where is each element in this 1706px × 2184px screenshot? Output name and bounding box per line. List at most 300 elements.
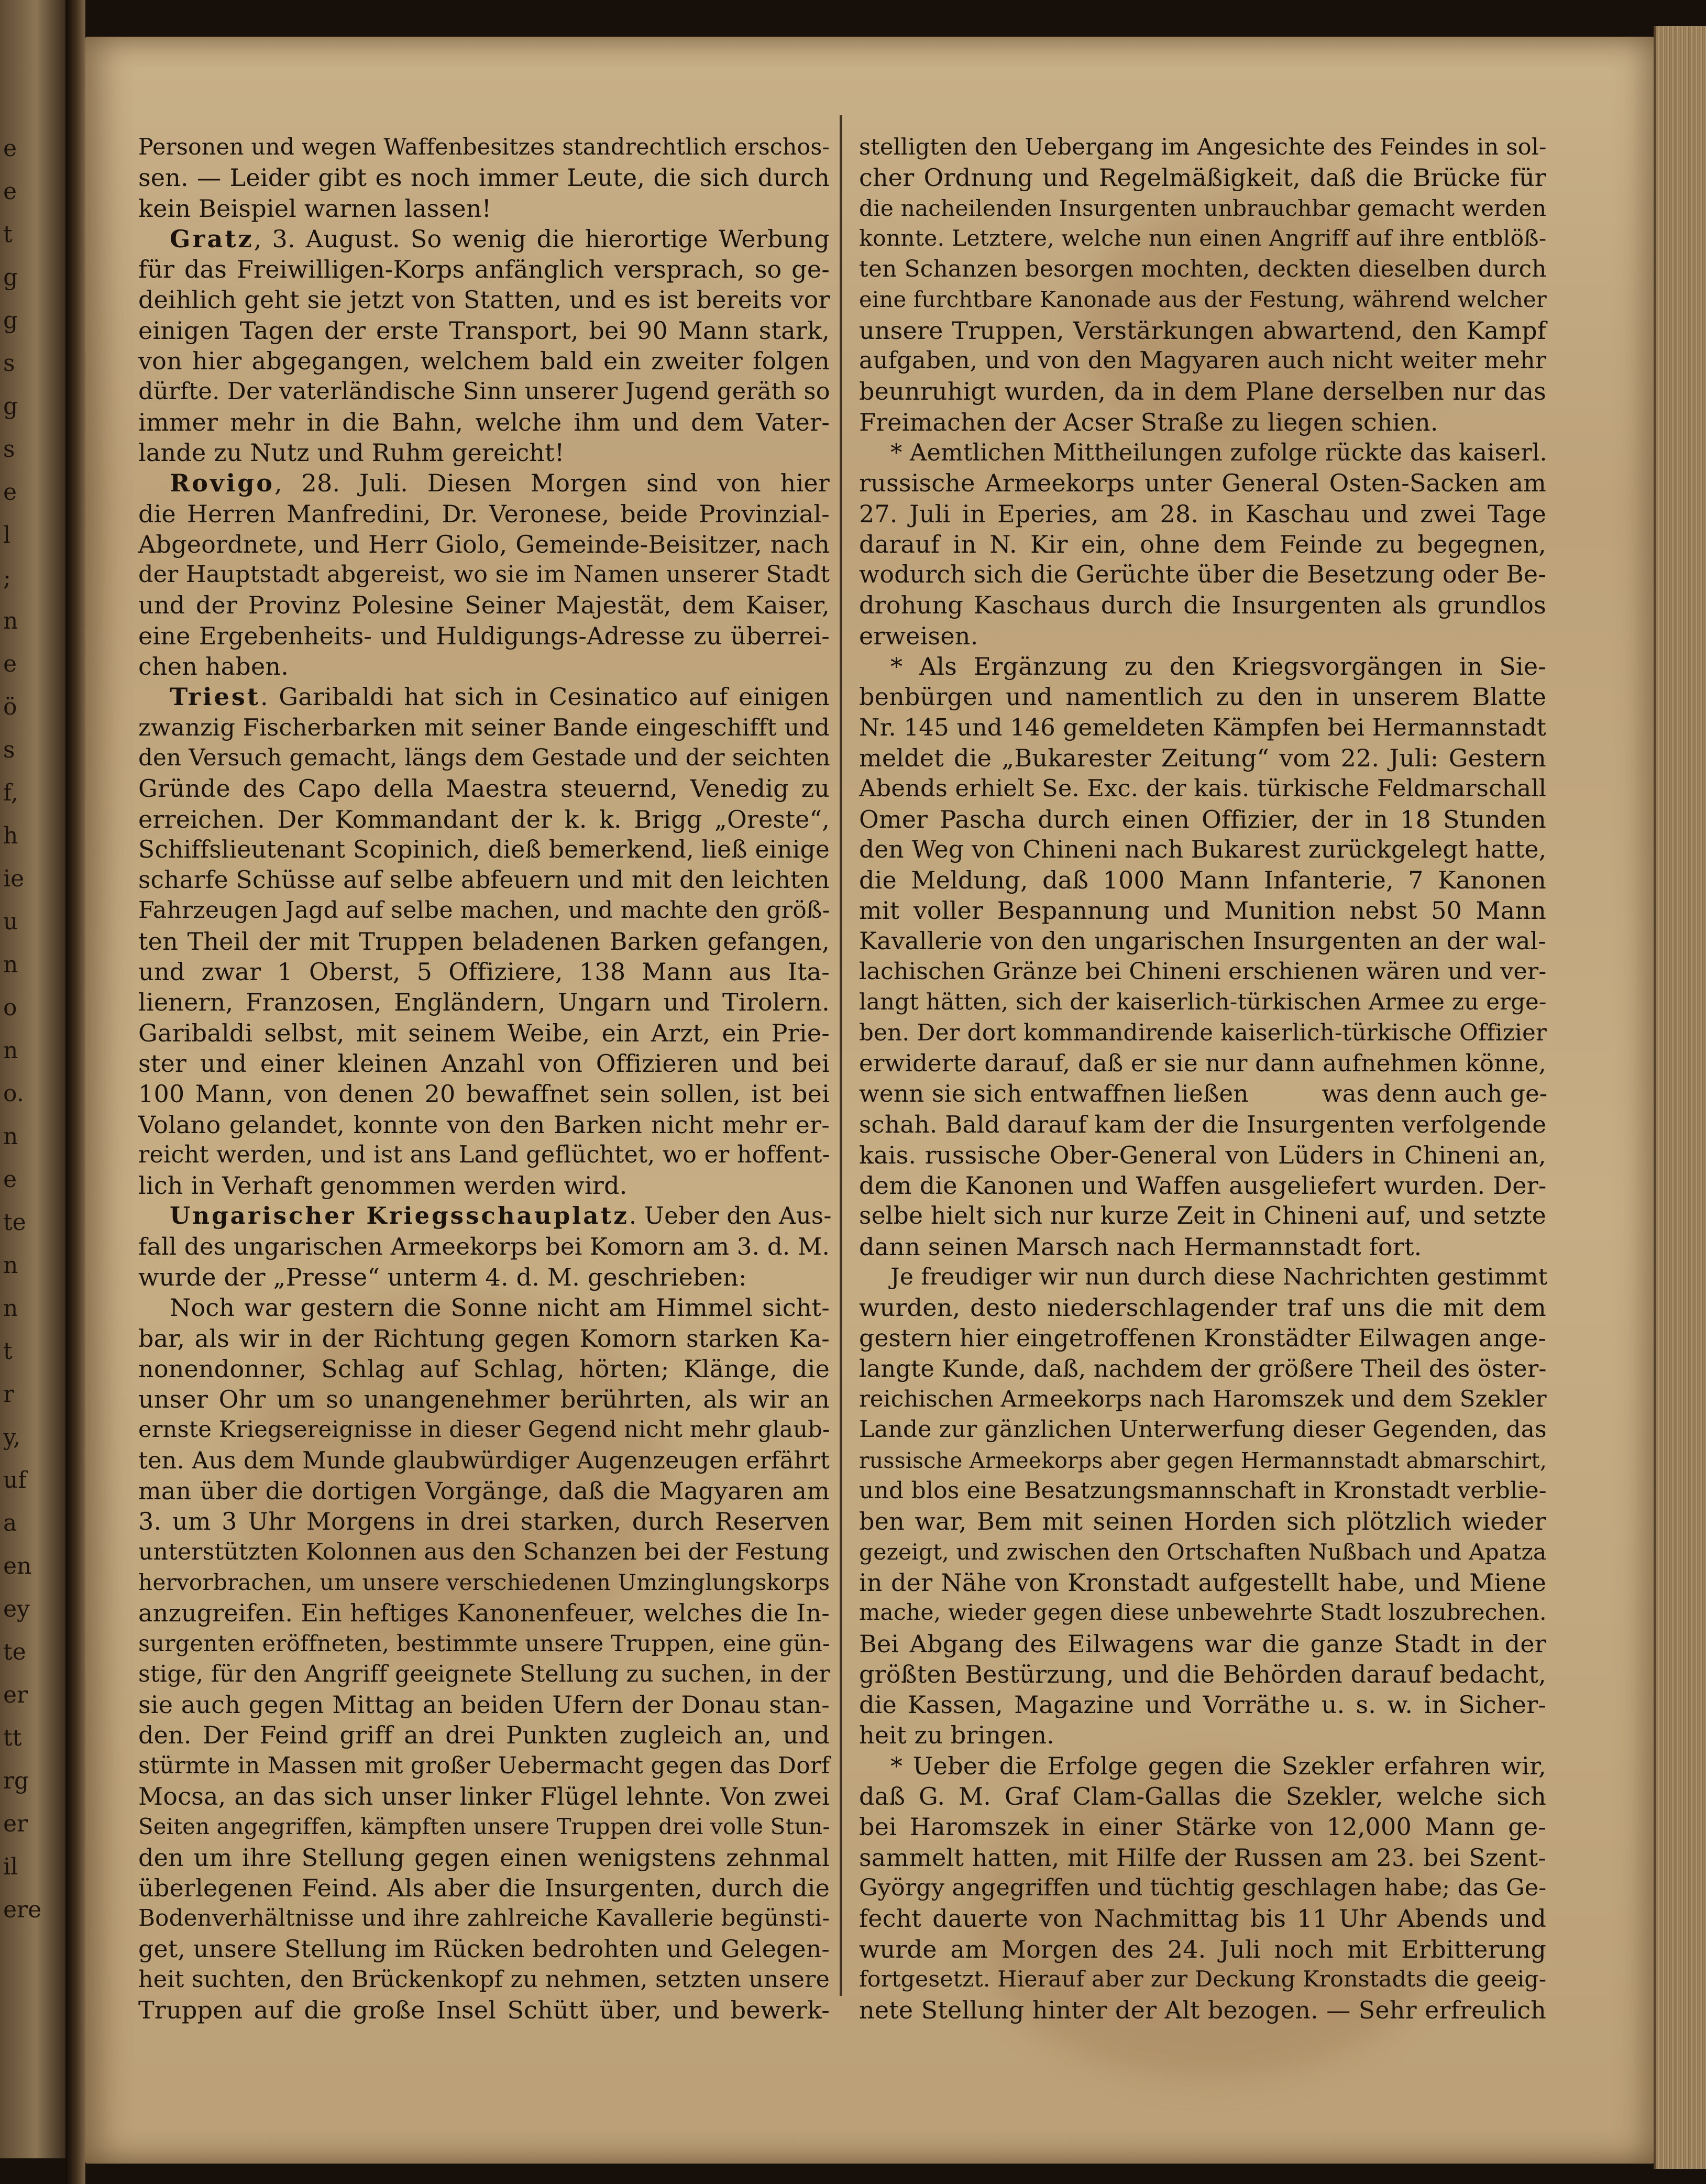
prev-page-fragment: o [3, 994, 17, 1021]
line-text: ten Theil der mit Truppen beladenen Barken gefangen, [138, 927, 830, 956]
line-text: * Ueber die Erfolge gegen die Szekler erfahren wir, [890, 1751, 1546, 1780]
text-line [138, 1110, 830, 1140]
text-line [859, 895, 1546, 926]
line-text: reicht werden, und ist ans Land geflüchtet, wo er hoffent- [138, 1141, 830, 1168]
text-line [138, 1323, 830, 1354]
text-line [859, 1018, 1546, 1048]
text-line [859, 712, 1546, 743]
line-text: für das Freiwilligen-Korps anfänglich versprach, so ge- [138, 255, 830, 284]
line-text: wodurch sich die Gerüchte über die Besetzung oder Be- [859, 561, 1546, 589]
line-text: surgenten eröffneten, bestimmte unsere Truppen, eine gün- [138, 1630, 830, 1657]
prev-page-fragment: rg [3, 1768, 29, 1794]
line-text: eine furchtbare Kanonade aus der Festung, während welcher [859, 287, 1547, 313]
line-text: gestern hier eingetroffenen Kronstädter Eilwagen ange- [859, 1324, 1546, 1352]
text-line [859, 529, 1546, 559]
line-text: Nr. 145 und 146 gemeldeten Kämpfen bei Hermannstadt [859, 713, 1547, 741]
text-line [859, 651, 1546, 682]
text-line [138, 529, 830, 559]
line-text: Volano gelandet, konnte von den Barken nicht mehr er- [138, 1110, 830, 1139]
line-text: stelligten den Uebergang im Angesichte des Feindes in sol- [859, 134, 1547, 160]
text-line [859, 865, 1546, 895]
line-text: Je freudiger wir nun durch diese Nachrichten gestimmt [890, 1263, 1548, 1290]
text-line [859, 1384, 1546, 1414]
text-line [859, 468, 1546, 498]
text-line [138, 315, 830, 346]
text-line [138, 865, 830, 895]
text-line [859, 1414, 1546, 1445]
line-text: die Meldung, daß 1000 Mann Infanterie, 7 Kanonen [859, 866, 1546, 895]
line-text: Freimachen der Acser Straße zu liegen schien. [859, 408, 1438, 436]
prev-page-fragment: y, [3, 1424, 20, 1451]
text-line [138, 284, 830, 315]
text-line [138, 1232, 830, 1262]
left-column [138, 132, 832, 2025]
text-line [138, 1537, 830, 1567]
line-text: , 3. August. So wenig die hierortige Werbung [254, 224, 830, 253]
prev-page-fragment: e [3, 178, 17, 205]
text-line [138, 1903, 830, 1934]
prev-page-fragment: t [3, 221, 13, 248]
line-text: Lande zur gänzlichen Unterwerfung dieser Gegenden, das [859, 1416, 1547, 1443]
text-line [859, 957, 1546, 987]
line-text: sie auch gegen Mittag an beiden Ufern der Donau stan- [138, 1691, 830, 1719]
page-fore-edge [1654, 26, 1706, 2169]
prev-page-fragment: n [3, 1123, 18, 1150]
text-line [859, 1048, 1546, 1079]
line-text: wurde der „Presse“ unterm 4. d. M. geschrieben: [138, 1263, 747, 1291]
prev-page-fragment: te [3, 1639, 26, 1665]
text-line [138, 407, 830, 437]
text-line [859, 1598, 1546, 1628]
prev-page-fragment: n [3, 1037, 18, 1064]
prev-page-fragment: tt [3, 1725, 22, 1751]
text-line [138, 682, 830, 712]
text-line [138, 346, 830, 376]
line-text: konnte. Letztere, welche nun einen Angriff auf ihre entblöß- [859, 225, 1547, 251]
text-line [138, 1781, 830, 1812]
prev-page-fragment: h [3, 822, 18, 849]
line-text: fortgesetzt. Hierauf aber zur Deckung Kronstadts die geeig- [859, 1966, 1547, 1992]
line-text: wurde am Morgen des 24. Juli noch mit Erbitterung [859, 1935, 1546, 1963]
text-line [859, 1629, 1546, 1659]
text-line [859, 621, 1546, 651]
line-text: mit voller Bespannung und Munition nebst 50 Mann [859, 896, 1546, 925]
line-text: Abends erhielt Se. Exc. der kais. türkische Feldmarschall [859, 774, 1547, 803]
prev-page-fragment: s [3, 436, 15, 463]
prev-page-fragment: ey [3, 1596, 30, 1622]
text-line [859, 376, 1546, 407]
line-text: russische Armeekorps aber gegen Hermannstadt abmarschirt, [859, 1447, 1547, 1473]
line-text: ster und einer kleinen Anzahl von Offizieren und bei [138, 1049, 830, 1078]
line-text: 100 Mann, von denen 20 bewaffnet sein sollen, ist bei [138, 1080, 830, 1109]
line-text: , 28. Juli. Diesen Morgen sind von hier [274, 469, 830, 498]
prev-page-fragment: n [3, 951, 18, 978]
line-text: überlegenen Feind. Als aber die Insurgenten, durch die [138, 1873, 830, 1902]
line-text: Abgeordnete, und Herr Giolo, Gemeinde-Beisitzer, nach [138, 530, 830, 558]
line-text: 3. um 3 Uhr Morgens in drei starken, durch Reserven [138, 1507, 830, 1536]
line-text: dem die Kanonen und Waffen ausgeliefert wurden. Der- [859, 1171, 1547, 1200]
line-text: György angegriffen und tüchtig geschlagen habe; das Ge- [859, 1874, 1547, 1901]
text-line [859, 1323, 1546, 1354]
text-line [859, 1903, 1546, 1934]
line-text: den Weg von Chineni nach Bukarest zurückgelegt hatte, [859, 835, 1547, 863]
text-line [138, 1476, 830, 1506]
line-text: erwiderte darauf, daß er sie nur dann aufnehmen könne, [859, 1049, 1546, 1077]
prev-page-fragment: e [3, 135, 17, 162]
line-text: ten Schanzen besorgen mochten, deckten dieselben durch [859, 256, 1547, 283]
line-text: gezeigt, und zwischen den Ortschaften Nußbach und Apatza [859, 1539, 1547, 1565]
text-line [859, 804, 1546, 835]
text-line [859, 1537, 1546, 1567]
text-line [138, 1598, 830, 1628]
prev-page-fragment: e [3, 1166, 17, 1193]
text-line [138, 193, 830, 224]
section-heading: Rovigo [170, 469, 274, 498]
prev-page-fragment: n [3, 1295, 18, 1322]
prev-page-fragment: uf [3, 1467, 27, 1494]
text-line [859, 346, 1546, 376]
line-text: ten. Aus dem Munde glaubwürdiger Augenzeugen erfährt [138, 1446, 830, 1474]
text-line [859, 315, 1546, 346]
text-line [859, 1812, 1546, 1842]
text-line [859, 224, 1546, 254]
text-line [859, 1689, 1546, 1720]
line-text: nonendonner, Schlag auf Schlag, hörten; Klänge, die [138, 1354, 830, 1383]
text-line [859, 1201, 1546, 1231]
line-text: größten Bestürzung, und die Behörden darauf bedacht, [859, 1660, 1546, 1688]
line-text: bei Haromszek in einer Stärke von 12,000 Mann ge- [859, 1813, 1546, 1841]
text-line [859, 1506, 1546, 1537]
line-text: lande zu Nutz und Ruhm gereicht! [138, 438, 565, 467]
line-text: meldet die „Bukarester Zeitung“ vom 22. Juli: Gestern [859, 743, 1546, 772]
line-text: unterstützten Kolonnen aus den Schanzen bei der Festung [138, 1538, 830, 1565]
line-text: Omer Pascha durch einen Offizier, der in 18 Stunden [859, 805, 1546, 833]
line-text: von hier abgegangen, welchem bald ein zweiter folgen [138, 347, 830, 376]
prev-page-fragment: l [3, 522, 11, 548]
line-text: reichischen Armeekorps nach Haromszek und dem Szekler [859, 1386, 1547, 1413]
text-line [138, 621, 830, 651]
text-line [138, 559, 830, 590]
line-text: . Garibaldi hat sich in Cesinatico auf einigen [260, 683, 830, 711]
text-line [138, 1201, 830, 1231]
line-text: stürmte in Massen mit großer Uebermacht gegen das Dorf [138, 1752, 830, 1779]
line-text: sen. — Leider gibt es noch immer Leute, die sich durch [138, 163, 830, 192]
text-line [138, 468, 830, 498]
text-line [859, 1751, 1546, 1781]
text-line [859, 1262, 1546, 1292]
line-text: Gründe des Capo della Maestra steuernd, Venedig zu [138, 774, 830, 803]
text-line [138, 1567, 830, 1598]
line-text: schah. Bald darauf kam der die Insurgenten verfolgende [859, 1110, 1547, 1138]
text-line [859, 590, 1546, 620]
text-line [138, 1812, 830, 1842]
text-line [859, 1873, 1546, 1903]
line-text: lich in Verhaft genommen werden wird. [138, 1171, 628, 1200]
line-text: die nacheilenden Insurgenten unbrauchbar gemacht werden [859, 195, 1547, 221]
line-text: dürfte. Der vaterländische Sinn unserer Jugend geräth so [138, 377, 830, 405]
text-line [138, 1445, 830, 1476]
text-line [859, 1842, 1546, 1873]
text-line [138, 1262, 830, 1292]
text-line [138, 1414, 830, 1445]
line-text: bar, als wir in der Richtung gegen Komorn starken Ka- [138, 1324, 830, 1353]
text-line [138, 1384, 830, 1414]
text-line [859, 773, 1546, 804]
line-text: und der Provinz Polesine Seiner Majestät, dem Kaiser, [138, 591, 830, 620]
text-line [138, 1292, 830, 1323]
text-line [138, 1659, 830, 1689]
text-line [138, 437, 830, 468]
line-text: aufgaben, und von den Magyaren auch nicht weiter mehr [859, 347, 1547, 375]
line-text-tail: was denn auch ge- [1322, 1080, 1548, 1108]
text-line [859, 284, 1546, 315]
line-text: beunruhigt wurden, da in dem Plane derselben nur das [859, 377, 1546, 406]
text-line [859, 437, 1546, 468]
book-gutter [65, 0, 85, 2184]
prev-page-fragment: s [3, 737, 15, 763]
text-line [859, 1354, 1546, 1384]
line-text: einigen Tagen der erste Transport, bei 90 Mann stark, [138, 316, 830, 345]
line-text: erreichen. Der Kommandant der k. k. Brigg „Oreste“, [138, 805, 830, 833]
text-line [138, 224, 830, 254]
text-line [138, 1140, 830, 1170]
line-text: dann seinen Marsch nach Hermannstadt fort. [859, 1232, 1422, 1261]
text-line [859, 559, 1546, 590]
line-text: anzugreifen. Ein heftiges Kanonenfeuer, welches die In- [138, 1599, 830, 1628]
prev-page-fragment: er [3, 1810, 28, 1837]
text-line [138, 743, 830, 773]
prev-page-fragment: n [3, 608, 18, 634]
prev-page-fragment: o. [3, 1080, 24, 1107]
line-text: Bodenverhältnisse und ihre zahlreiche Kavallerie begünsti- [138, 1905, 830, 1932]
line-text: Kavallerie von den ungarischen Insurgenten an der wal- [859, 927, 1546, 955]
section-heading: Triest [170, 683, 261, 711]
text-line [859, 987, 1546, 1017]
text-line [138, 132, 830, 162]
line-text: und blos eine Besatzungsmannschaft in Kronstadt verblie- [859, 1477, 1547, 1505]
text-line [138, 499, 830, 529]
text-line [859, 499, 1546, 529]
text-line [138, 1964, 830, 1995]
line-text: Truppen auf die große Insel Schütt über, und bewerk- [138, 1996, 830, 2025]
text-line [138, 1048, 830, 1079]
text-line [138, 895, 830, 926]
line-text: Seiten angegriffen, kämpften unsere Truppen drei volle Stun- [138, 1814, 830, 1840]
prev-page-fragment: ie [3, 865, 25, 892]
text-line [138, 1934, 830, 1964]
prev-page-fragment: ere [3, 1896, 42, 1923]
line-text: . Ueber den Aus- [629, 1202, 832, 1230]
line-text: wurden, desto niederschlagender traf uns die mit dem [859, 1293, 1546, 1322]
text-line [859, 1659, 1546, 1689]
text-line [859, 1781, 1546, 1812]
prev-page-fragment: en [3, 1553, 32, 1579]
prev-page-fragment: il [3, 1853, 18, 1880]
text-line [859, 162, 1546, 193]
line-text: fecht dauerte von Nachmittag bis 11 Uhr Abends und [859, 1904, 1546, 1933]
line-text: russische Armeekorps unter General Osten-Sacken am [859, 469, 1546, 498]
text-line [138, 651, 830, 682]
line-text: eine Ergebenheits- und Huldigungs-Adresse zu überrei- [138, 621, 830, 650]
text-line [859, 1232, 1546, 1262]
section-heading: Ungarischer Kriegsschauplatz [170, 1202, 629, 1230]
text-line [138, 376, 830, 407]
text-line [138, 254, 830, 284]
text-line [859, 1170, 1546, 1201]
prev-page-fragment: a [3, 1510, 17, 1537]
text-line [859, 682, 1546, 712]
line-text: hervorbrachen, um unsere verschiedenen Umzinglungskorps [138, 1569, 830, 1595]
line-text: unsere Truppen, Verstärkungen abwartend, den Kampf [859, 316, 1546, 345]
line-text: Personen und wegen Waffenbesitzes standrechtlich erschos- [138, 134, 830, 160]
text-line [859, 1445, 1546, 1476]
line-text: Schiffslieutenant Scopinich, dieß bemerkend, ließ einige [138, 835, 830, 863]
line-text: lachischen Gränze bei Chineni erschienen wären und ver- [859, 958, 1547, 985]
line-text: get, unsere Stellung im Rücken bedrohten und Gelegen- [138, 1935, 830, 1963]
text-line [138, 1629, 830, 1659]
text-line [138, 1842, 830, 1873]
line-text: kein Beispiel warnen lassen! [138, 194, 492, 223]
text-line [138, 1751, 830, 1781]
line-text: Fahrzeugen Jagd auf selbe machen, und machte den größ- [138, 897, 830, 924]
column-divider [840, 115, 842, 1996]
line-text: den um ihre Stellung gegen einen wenigstens zehnmal [138, 1843, 830, 1872]
text-line [138, 804, 830, 835]
line-text: den Versuch gemacht, längs dem Gestade und der seichten [138, 744, 830, 771]
prev-page-fragment: s [3, 350, 15, 377]
line-text: Mocsa, an das sich unser linker Flügel lehnte. Von zwei [138, 1782, 830, 1811]
prev-page-fragment: ; [3, 565, 11, 591]
line-text: die Herren Manfredini, Dr. Veronese, beide Provinzial- [138, 499, 830, 528]
line-text: langte Kunde, daß, nachdem der größere Theil des öster- [859, 1354, 1547, 1382]
line-text: heit zu bringen. [859, 1721, 1055, 1750]
prev-page-fragment: u [3, 908, 18, 935]
prev-page-fragment: f, [3, 780, 18, 806]
text-line [859, 1079, 1546, 1109]
line-text: Garibaldi selbst, mit seinem Weibe, ein Arzt, ein Prie- [138, 1018, 830, 1047]
text-line [138, 926, 830, 957]
line-text: * Als Ergänzung zu den Kriegsvorgängen in Sie- [890, 652, 1546, 681]
line-text: sammelt hatten, mit Hilfe der Russen am 23. bei Szent- [859, 1843, 1546, 1872]
line-text: den. Der Feind griff an drei Punkten zugleich an, und [138, 1721, 830, 1750]
text-line [859, 254, 1546, 284]
line-text: ben. Der dort kommandirende kaiserlich-türkische Offizier [859, 1019, 1547, 1046]
line-text: immer mehr in die Bahn, welche ihm und dem Vater- [138, 408, 830, 436]
prev-page-fragment: g [3, 393, 18, 420]
text-line [138, 1170, 830, 1201]
prev-page-fragment: n [3, 1252, 18, 1279]
text-line [859, 193, 1546, 224]
prev-page-fragment: g [3, 264, 18, 291]
text-line [859, 1567, 1546, 1598]
text-line [138, 1873, 830, 1903]
line-text: daß G. M. Graf Clam-Gallas die Szekler, welche sich [859, 1782, 1546, 1811]
text-line [138, 1354, 830, 1384]
text-line [859, 835, 1546, 865]
text-line [138, 773, 830, 804]
line-text: Noch war gestern die Sonne nicht am Himmel sicht- [170, 1293, 830, 1322]
line-text: heit suchten, den Brückenkopf zu nehmen, setzten unsere [138, 1966, 830, 1993]
line-text: Bei Abgang des Eilwagens war die ganze Stadt in der [859, 1629, 1546, 1658]
line-text: ernste Kriegsereignisse in dieser Gegend nicht mehr glaub- [138, 1417, 830, 1443]
line-text: erweisen. [859, 621, 978, 650]
prev-page-fragment: ö [3, 694, 17, 720]
text-line [859, 1995, 1546, 2025]
prev-page-fragment: t [3, 1338, 13, 1365]
text-line [138, 987, 830, 1017]
line-text: cher Ordnung und Regelmäßigkeit, daß die Brücke für [859, 163, 1546, 192]
text-line [138, 1506, 830, 1537]
section-heading: Gratz [170, 224, 254, 253]
text-line [859, 1720, 1546, 1750]
text-line [859, 1292, 1546, 1323]
line-text: ben war, Bem mit seinen Horden sich plötzlich wieder [859, 1507, 1546, 1536]
text-line [138, 835, 830, 865]
text-line [859, 132, 1546, 162]
text-line [138, 712, 830, 743]
line-text: die Kassen, Magazine und Vorräthe u. s. w. in Sicher- [859, 1691, 1546, 1719]
text-line [138, 1720, 830, 1750]
line-text: zwanzig Fischerbarken mit seiner Bande eingeschifft und [138, 713, 830, 741]
line-text: nete Stellung hinter der Alt bezogen. — Sehr erfreulich [859, 1996, 1546, 2025]
line-text: darauf in N. Kir ein, ohne dem Feinde zu begegnen, [859, 530, 1546, 558]
line-text: langt hätten, sich der kaiserlich-türkischen Armee zu erge- [859, 989, 1547, 1016]
line-text: in der Nähe von Kronstadt aufgestellt habe, und Miene [859, 1568, 1546, 1597]
line-text: lienern, Franzosen, Engländern, Ungarn und Tirolern. [138, 988, 830, 1017]
line-text: und zwar 1 Oberst, 5 Offiziere, 138 Mann aus Ita- [138, 958, 830, 986]
line-text: * Aemtlichen Mittheilungen zufolge rückte das kaiserl. [890, 438, 1547, 466]
line-text: wenn sie sich entwaffnen ließen [859, 1080, 1249, 1108]
right-column [859, 132, 1548, 2025]
line-text: deihlich geht sie jetzt von Statten, und es ist bereits vor [138, 286, 830, 314]
text-line [859, 1964, 1546, 1995]
line-text: fall des ungarischen Armeekorps bei Komorn am 3. d. M. [138, 1232, 830, 1260]
text-line [859, 1934, 1546, 1964]
text-line [859, 1140, 1546, 1170]
text-line [859, 1110, 1546, 1140]
line-text: 27. Juli in Eperies, am 28. in Kaschau und zwei Tage [859, 499, 1546, 528]
text-line [138, 957, 830, 987]
previous-page-edge [0, 0, 69, 2158]
line-text: benbürgen und namentlich zu den in unserem Blatte [859, 683, 1546, 711]
prev-page-fragment: te [3, 1209, 26, 1236]
prev-page-fragment: e [3, 479, 17, 506]
text-line [138, 1995, 830, 2025]
line-text: chen haben. [138, 652, 289, 681]
line-text: stige, für den Angriff geeignete Stellung zu suchen, in der [138, 1660, 830, 1687]
line-text: unser Ohr um so unangenehmer berührten, als wir an [138, 1385, 830, 1414]
text-line [859, 743, 1546, 773]
text-line [859, 1476, 1546, 1506]
line-text: mache, wieder gegen diese unbewehrte Stadt loszubrechen. [859, 1600, 1547, 1626]
prev-page-fragment: er [3, 1682, 28, 1708]
prev-page-fragment: r [3, 1381, 15, 1408]
text-line [138, 162, 830, 193]
line-text: der Hauptstadt abgereist, wo sie im Namen unserer Stadt [138, 561, 830, 588]
line-text: man über die dortigen Vorgänge, daß die Magyaren am [138, 1477, 830, 1506]
line-text: drohung Kaschaus durch die Insurgenten als grundlos [859, 591, 1546, 620]
text-line [138, 1079, 830, 1109]
line-text: kais. russische Ober-General von Lüders in Chineni an, [859, 1140, 1546, 1169]
text-line [138, 590, 830, 620]
prev-page-fragment: e [3, 651, 17, 677]
text-line [138, 1018, 830, 1048]
text-line [859, 407, 1546, 437]
line-text: selbe hielt sich nur kurze Zeit in Chineni auf, und setzte [859, 1202, 1547, 1230]
text-line [859, 926, 1546, 957]
line-text: scharfe Schüsse auf selbe abfeuern und mit den leichten [138, 866, 830, 894]
prev-page-fragment: g [3, 307, 18, 334]
